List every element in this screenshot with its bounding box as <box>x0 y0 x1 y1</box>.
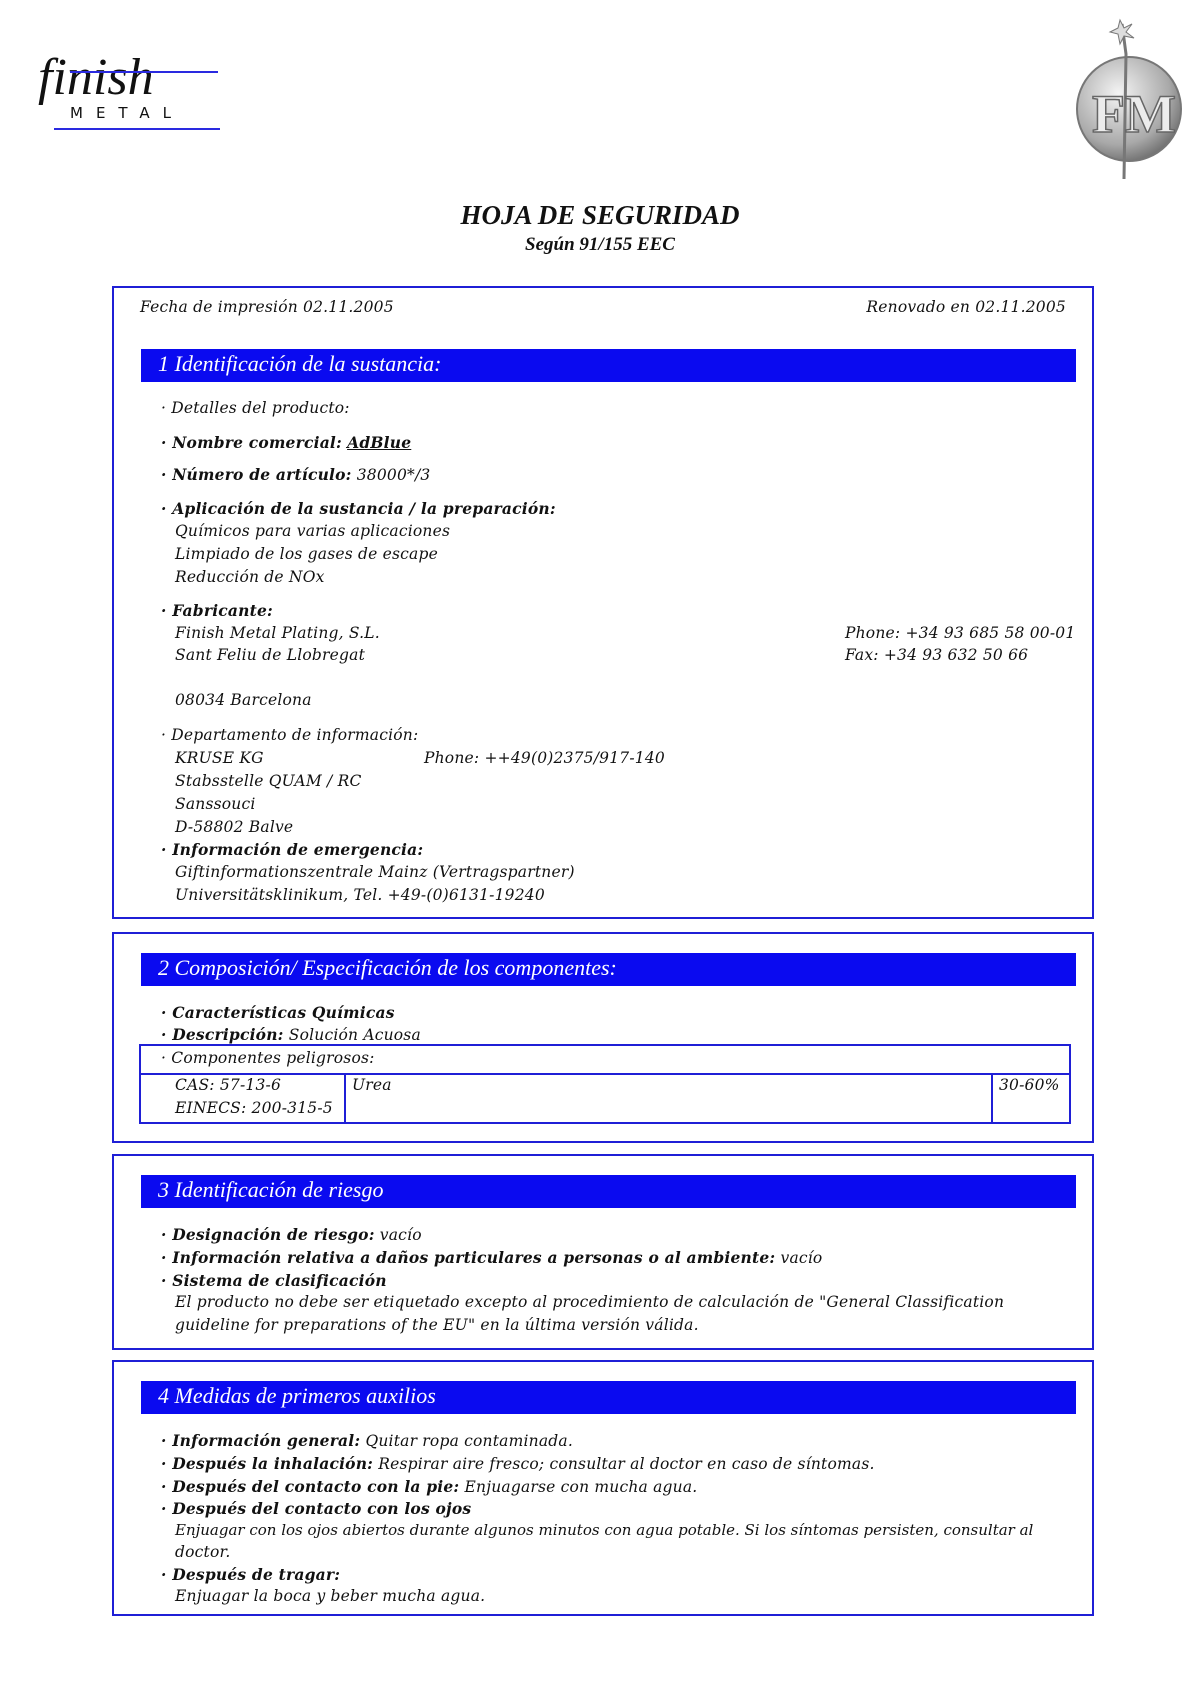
trade-name-label: · Nombre comercial: <box>161 433 342 452</box>
description-value: Solución Acuosa <box>288 1026 421 1044</box>
hazardous-components-table <box>139 1044 1071 1124</box>
section-2-box <box>112 932 1094 1143</box>
trade-name-value: AdBlue <box>347 433 412 452</box>
swallow-value: Enjuagar la boca y beber mucha agua. <box>175 1587 486 1605</box>
finish-metal-logo <box>30 46 230 136</box>
emblem-letters: FM <box>1092 84 1176 144</box>
classification-line: guideline for preparations of the EU" en la última versión válida. <box>175 1316 699 1334</box>
manufacturer-label: · Fabricante: <box>161 601 273 620</box>
description-row <box>161 1025 421 1044</box>
article-label: · Número de artículo: <box>161 465 352 484</box>
particular-risk-label: · Información relativa a daños particulares a personas o al ambiente: <box>161 1248 776 1267</box>
particular-risk-value: vacío <box>780 1249 823 1267</box>
section-3-box <box>112 1154 1094 1350</box>
component-cas: CAS: 57-13-6 <box>175 1076 282 1094</box>
article-row <box>161 465 431 484</box>
eye-contact-label: · Después del contacto con los ojos <box>161 1499 472 1518</box>
section-1-title: 1 Identificación de la sustancia: <box>158 351 442 376</box>
component-percent: 30-60% <box>999 1076 1060 1094</box>
skin-contact-label: · Después del contacto con la pie: <box>161 1477 460 1496</box>
general-info-row <box>161 1431 573 1450</box>
section-3-title: 3 Identificación de riesgo <box>158 1177 384 1202</box>
eye-contact-line: doctor. <box>175 1543 231 1561</box>
section-1-header <box>141 349 1076 382</box>
emergency-line: Giftinformationszentrale Mainz (Vertragspartner) <box>175 863 575 881</box>
manufacturer-line: Finish Metal Plating, S.L. <box>175 624 380 642</box>
section-4-header <box>141 1381 1076 1414</box>
page-subtitle: Según 91/155 EEC <box>525 234 675 255</box>
emergency-line: Universitätsklinikum, Tel. +49-(0)6131-19240 <box>175 886 545 904</box>
emergency-label: · Información de emergencia: <box>161 840 424 859</box>
risk-label: · Designación de riesgo: <box>161 1225 375 1244</box>
section-1-box <box>112 286 1094 919</box>
application-line: Limpiado de los gases de escape <box>175 545 438 563</box>
inhalation-value: Respirar aire fresco; consultar al doctor en caso de síntomas. <box>378 1455 875 1473</box>
application-label: · Aplicación de la sustancia / la preparación: <box>161 499 556 518</box>
classification-line: El producto no debe ser etiquetado excepto al procedimiento de calculación de "General Classification <box>175 1293 1005 1311</box>
hazardous-components-label: · Componentes peligrosos: <box>161 1049 375 1067</box>
manufacturer-line: Sant Feliu de Llobregat <box>175 646 366 664</box>
eye-contact-line: Enjuagar con los ojos abiertos durante algunos minutos con agua potable. Si los síntomas persisten, consultar al <box>175 1521 1034 1539</box>
component-name: Urea <box>352 1076 392 1094</box>
application-line: Químicos para varias aplicaciones <box>175 522 451 540</box>
skin-contact-row <box>161 1477 697 1496</box>
description-label: · Descripción: <box>161 1025 284 1044</box>
manufacturer-line: 08034 Barcelona <box>175 691 312 709</box>
application-line: Reducción de NOx <box>175 568 325 586</box>
fm-emblem-logo <box>1074 14 1184 184</box>
general-info-value: Quitar ropa contaminada. <box>365 1432 573 1450</box>
general-info-label: · Información general: <box>161 1431 361 1450</box>
info-dept-line: Stabsstelle QUAM / RC <box>175 772 362 790</box>
product-details-label: · Detalles del producto: <box>161 399 350 417</box>
table-divider <box>141 1073 1069 1075</box>
info-dept-label: · Departamento de información: <box>161 726 419 744</box>
page-title: HOJA DE SEGURIDAD <box>460 200 740 230</box>
renewed-date: Renovado en 02.11.2005 <box>866 298 1066 316</box>
section-2-header <box>141 953 1076 986</box>
logo-brand-text: finish <box>38 49 154 106</box>
skin-contact-value: Enjuagarse con mucha agua. <box>464 1478 698 1496</box>
info-dept-line: D-58802 Balve <box>175 818 294 836</box>
section-4-title: 4 Medidas de primeros auxilios <box>158 1383 436 1408</box>
info-dept-line: Sanssouci <box>175 795 256 813</box>
chem-characteristics-label: · Características Químicas <box>161 1003 395 1022</box>
inhalation-row <box>161 1454 875 1473</box>
table-column-divider <box>344 1073 346 1122</box>
component-einecs: EINECS: 200-315-5 <box>175 1099 333 1117</box>
particular-risk-row <box>161 1248 822 1267</box>
print-date: Fecha de impresión 02.11.2005 <box>140 298 394 316</box>
classification-label: · Sistema de clasificación <box>161 1271 387 1290</box>
swallow-label: · Después de tragar: <box>161 1565 341 1584</box>
info-dept-line: KRUSE KG <box>175 749 264 767</box>
risk-row <box>161 1225 422 1244</box>
trade-name-row <box>161 433 411 452</box>
info-dept-phone: Phone: ++49(0)2375/917-140 <box>424 749 665 767</box>
manufacturer-phone: Phone: +34 93 685 58 00-01 <box>845 624 1076 642</box>
risk-value: vacío <box>379 1226 422 1244</box>
table-column-divider <box>991 1073 993 1122</box>
article-value: 38000*/3 <box>356 466 431 484</box>
manufacturer-fax: Fax: +34 93 632 50 66 <box>845 646 1029 664</box>
logo-sub-text: METAL <box>70 104 185 122</box>
section-3-header <box>141 1175 1076 1208</box>
section-2-title: 2 Composición/ Especificación de los componentes: <box>158 955 617 980</box>
section-4-box <box>112 1360 1094 1616</box>
inhalation-label: · Después la inhalación: <box>161 1454 374 1473</box>
